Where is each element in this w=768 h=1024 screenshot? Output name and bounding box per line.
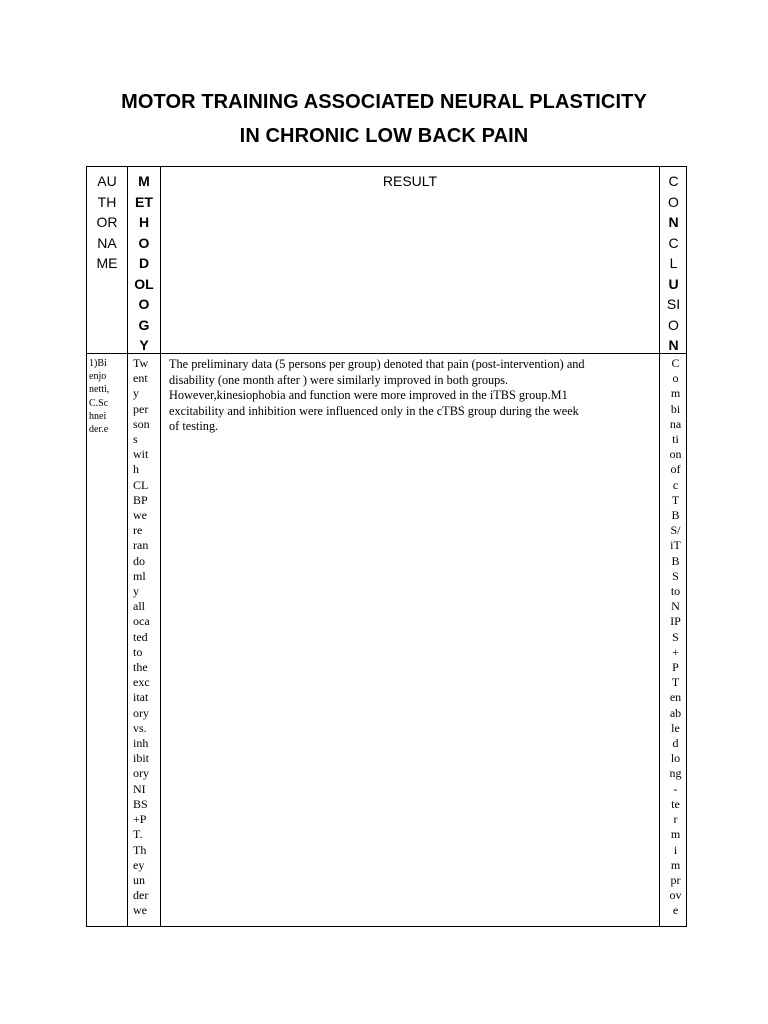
methodology-fragment: ibit — [133, 751, 150, 766]
conclusion-fragment: ng — [669, 766, 682, 781]
cell-author — [89, 357, 126, 927]
header-methodology-fragment: ET — [135, 193, 153, 210]
methodology-fragment: inh — [133, 736, 149, 751]
header-conclusion-fragment: U — [668, 275, 679, 292]
header-conclusion-fragment: C — [668, 173, 679, 189]
methodology-fragment: y — [133, 386, 139, 401]
author-name-fragment: enjo — [89, 371, 107, 383]
methodology-fragment: ent — [133, 371, 148, 386]
header-author-fragment: NA — [97, 234, 117, 251]
review-table — [86, 166, 687, 927]
result-text-line: However,kinesiophobia and function were more improved in the iTBS group.M1 — [169, 388, 568, 402]
header-methodology-fragment: G — [138, 316, 150, 333]
column-divider — [160, 167, 161, 926]
methodology-fragment: BS — [133, 796, 148, 811]
header-methodology-fragment: O — [138, 296, 150, 312]
header-conclusion-fragment: N — [668, 337, 679, 353]
header-author-name — [87, 171, 127, 351]
cell-methodology — [133, 356, 160, 926]
conclusion-fragment: c — [672, 477, 679, 492]
methodology-fragment: we — [133, 903, 147, 918]
conclusion-fragment: na — [669, 416, 682, 431]
author-name-fragment: der.e — [89, 424, 109, 436]
page-title-line-1: MOTOR TRAINING ASSOCIATED NEURAL PLASTICITY — [121, 91, 647, 113]
methodology-fragment: exc — [133, 675, 150, 690]
conclusion-fragment: T — [671, 492, 680, 507]
conclusion-fragment: S — [672, 568, 679, 583]
methodology-fragment: un — [133, 872, 145, 887]
methodology-fragment: ory — [133, 766, 149, 781]
conclusion-fragment: le — [671, 720, 680, 735]
header-author-fragment: AU — [97, 173, 117, 189]
methodology-fragment: ey — [133, 857, 145, 872]
methodology-fragment: y — [133, 584, 139, 599]
header-conclusion-fragment: C — [668, 234, 679, 251]
conclusion-fragment: lo — [670, 751, 681, 766]
author-name-fragment: C.Sc — [89, 397, 109, 409]
header-methodology-fragment: O — [138, 234, 150, 251]
conclusion-fragment: B — [671, 508, 680, 523]
methodology-fragment: vs. — [133, 720, 147, 735]
header-conclusion-fragment: O — [668, 316, 679, 333]
methodology-fragment: all — [133, 599, 145, 614]
author-name-fragment: netti, — [89, 384, 110, 396]
methodology-fragment: ran — [133, 538, 149, 553]
methodology-fragment: s — [133, 432, 138, 447]
methodology-fragment: son — [133, 416, 150, 431]
methodology-fragment: ory — [133, 705, 149, 720]
header-methodology-fragment: M — [138, 173, 150, 189]
conclusion-fragment: o — [672, 371, 679, 386]
author-name-fragment: hnei — [89, 410, 107, 422]
methodology-fragment: re — [133, 523, 143, 538]
methodology-fragment: ml — [133, 568, 146, 583]
methodology-fragment: oca — [133, 614, 150, 629]
methodology-fragment: h — [133, 462, 139, 477]
header-methodology-fragment: D — [138, 255, 150, 271]
methodology-fragment: T. — [133, 827, 143, 842]
conclusion-fragment: pr — [670, 872, 681, 887]
header-result-label: RESULT — [382, 173, 438, 189]
author-name-fragment: 1)Bi — [89, 358, 107, 369]
methodology-fragment: the — [133, 660, 148, 675]
header-methodology-fragment: Y — [139, 337, 149, 353]
methodology-fragment: der — [133, 888, 149, 903]
header-methodology-fragment: OL — [134, 275, 154, 292]
header-author-fragment: TH — [97, 193, 117, 210]
header-methodology-fragment: H — [138, 214, 150, 230]
methodology-fragment: per — [133, 401, 149, 416]
header-methodology — [128, 171, 160, 353]
methodology-fragment: itat — [133, 690, 149, 705]
conclusion-fragment: N — [671, 599, 680, 614]
conclusion-fragment: on — [669, 447, 682, 462]
methodology-fragment: ted — [133, 629, 148, 644]
conclusion-fragment: C — [671, 356, 680, 370]
conclusion-fragment: P — [672, 660, 679, 675]
methodology-fragment: CL — [133, 477, 149, 492]
header-conclusion-fragment: L — [669, 255, 678, 271]
conclusion-fragment: e — [672, 903, 679, 918]
conclusion-fragment: S — [672, 629, 679, 644]
conclusion-fragment: m — [670, 827, 681, 842]
conclusion-fragment: of — [670, 462, 681, 477]
header-conclusion — [660, 171, 687, 353]
conclusion-fragment: ov — [669, 888, 682, 903]
methodology-fragment: NI — [133, 781, 146, 796]
conclusion-fragment: bi — [670, 401, 681, 416]
header-row-divider — [87, 353, 686, 354]
methodology-fragment: we — [133, 508, 147, 523]
conclusion-fragment: + — [672, 644, 679, 659]
conclusion-fragment: m — [670, 386, 681, 401]
conclusion-fragment: ti — [672, 432, 679, 447]
conclusion-fragment: i — [673, 842, 678, 857]
methodology-fragment: BP — [133, 492, 148, 507]
header-author-fragment: OR — [96, 214, 118, 230]
conclusion-fragment: to — [670, 584, 681, 599]
header-result — [161, 171, 659, 201]
conclusion-fragment: r — [673, 812, 678, 827]
methodology-fragment: Th — [133, 842, 147, 857]
header-conclusion-fragment: O — [668, 193, 679, 210]
header-conclusion-fragment: N — [668, 214, 679, 230]
header-conclusion-fragment: SI — [666, 296, 681, 312]
conclusion-fragment: T — [671, 675, 680, 690]
conclusion-fragment: te — [671, 796, 680, 811]
conclusion-fragment: ab — [669, 705, 682, 720]
methodology-fragment: +P — [133, 812, 147, 827]
conclusion-fragment: d — [672, 736, 679, 751]
conclusion-fragment: - — [673, 781, 678, 796]
conclusion-fragment: IP — [670, 614, 681, 629]
result-text-line: The preliminary data (5 persons per group) denoted that pain (post-intervention) and — [169, 357, 585, 371]
result-text-line: excitability and inhibition were influenced only in the cTBS group during the week — [169, 403, 579, 418]
conclusion-fragment: iT — [670, 538, 681, 553]
methodology-fragment: wit — [133, 447, 149, 462]
cell-conclusion — [664, 356, 687, 926]
page-title-line-2: IN CHRONIC LOW BACK PAIN — [239, 125, 529, 147]
conclusion-fragment: en — [669, 690, 682, 705]
result-text-line: disability (one month after ) were similarly improved in both groups. — [169, 372, 509, 387]
result-text-line: of testing. — [169, 419, 219, 433]
conclusion-fragment: S/ — [670, 523, 681, 538]
methodology-fragment: Tw — [133, 356, 149, 370]
cell-result — [169, 357, 657, 927]
methodology-fragment: do — [133, 553, 145, 568]
conclusion-fragment: m — [670, 857, 681, 872]
methodology-fragment: to — [133, 644, 143, 659]
header-author-fragment: ME — [96, 255, 118, 271]
conclusion-fragment: B — [671, 553, 680, 568]
